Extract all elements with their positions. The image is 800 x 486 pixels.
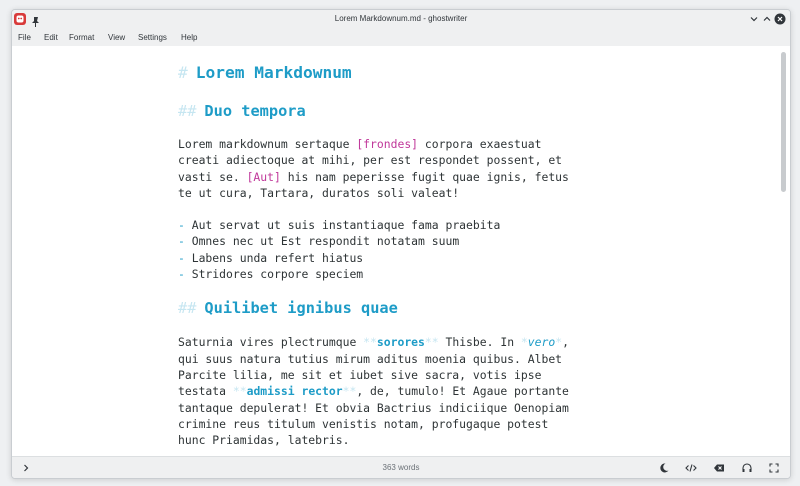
menu-format[interactable]: Format	[69, 33, 95, 42]
moon-icon[interactable]	[658, 462, 670, 474]
backspace-icon[interactable]	[713, 462, 725, 474]
menu-settings[interactable]: Settings	[138, 33, 167, 42]
bold-marker: **	[342, 384, 357, 399]
fullscreen-icon[interactable]	[768, 462, 780, 474]
text-run: ,	[562, 335, 569, 350]
bold-text: admissi rector	[246, 384, 343, 399]
bold-marker: **	[232, 384, 247, 399]
text-run: vasti se.	[178, 169, 247, 184]
maximize-chevron-up-icon[interactable]	[761, 13, 773, 25]
italic-marker: *	[520, 335, 528, 350]
list-item	[178, 266, 618, 282]
word-count: 363 words	[382, 463, 420, 472]
document-body[interactable]	[178, 62, 618, 448]
list-item	[178, 217, 618, 233]
bold-text: sorores	[376, 335, 425, 350]
text-run: testata	[178, 384, 233, 399]
heading-2-text: Quilibet ignibus quae	[204, 299, 398, 318]
bold-marker: **	[424, 335, 439, 350]
heading-1	[178, 62, 618, 84]
text-run: , de, tumulo! Et Agaue portante	[356, 384, 569, 399]
paragraph-2	[178, 334, 618, 448]
paragraph-line: creati adiectoque at mihi, per est respondet possent, et	[178, 153, 563, 168]
paragraph-line: qui suus natura tutius mirum aditus moenia quibus. Albet	[178, 351, 563, 366]
heading-2-quilibet	[178, 297, 618, 319]
paragraph-line	[178, 136, 618, 152]
paragraph-line: Parcite lilia, me sit et iubet sive sacra, votis ipse	[178, 367, 542, 382]
reference-link[interactable]: [Aut]	[246, 169, 281, 184]
list-bullet: -	[178, 218, 185, 233]
bold-marker: **	[363, 335, 377, 350]
text-run: Lorem markdownum sertaque	[178, 137, 357, 151]
headphones-icon[interactable]	[741, 462, 753, 474]
text-run: his nam peperisse fugit quae ignis, fetus	[280, 169, 569, 184]
paragraph-line: crimine reus titulum venistis notam, profugaque potest	[178, 416, 549, 431]
list-item	[178, 250, 618, 266]
menu-file[interactable]: File	[18, 33, 31, 42]
paragraph-line: hunc Priamidas, latebris.	[178, 433, 350, 448]
text-run: Thisbe. In	[438, 335, 521, 350]
paragraph-line	[178, 383, 618, 399]
menu-view[interactable]: View	[108, 33, 126, 42]
list-bullet: -	[178, 250, 185, 265]
bullet-list	[178, 217, 618, 282]
heading-2-marker: ##	[178, 299, 197, 318]
title-bar	[12, 10, 790, 30]
list-item-text: Aut servat ut suis instantiaque fama praebita	[191, 218, 501, 233]
reference-link[interactable]: [frondes]	[356, 137, 419, 151]
heading-1-text: Lorem Markdownum	[195, 63, 352, 82]
app-window	[11, 9, 791, 479]
heading-1-marker: #	[178, 63, 188, 82]
list-item-text: Labens unda refert hiatus	[191, 250, 364, 265]
heading-2-marker: ##	[178, 102, 197, 120]
heading-2-duo-tempora	[178, 100, 618, 122]
heading-2-text: Duo tempora	[204, 102, 306, 120]
close-icon[interactable]	[774, 13, 786, 25]
text-run: corpora exaestuat	[418, 137, 542, 151]
list-item-text: Stridores corpore speciem	[191, 267, 364, 282]
list-bullet: -	[178, 234, 185, 249]
paragraph-1	[178, 136, 618, 201]
paragraph-line: te ut cura, Tartara, duratos soli valeat!	[178, 185, 460, 200]
italic-marker: *	[555, 335, 563, 350]
markdown-editor[interactable]	[12, 46, 790, 456]
list-item-text: Omnes nec ut Est respondit notatam suum	[191, 234, 460, 249]
window-title: Lorem Markdownum.md - ghostwriter	[334, 14, 468, 23]
text-run: Saturnia vires plectrumque	[178, 335, 364, 350]
minimize-chevron-down-icon[interactable]	[748, 13, 760, 25]
paragraph-line	[178, 169, 618, 185]
menu-edit[interactable]: Edit	[44, 33, 58, 42]
paragraph-line	[178, 334, 618, 350]
paragraph-line: tantaque depulerat! Et obvia Bactrius indiciique Oenopiam	[178, 400, 569, 415]
list-bullet: -	[178, 267, 185, 282]
menu-help[interactable]: Help	[181, 33, 198, 42]
code-icon[interactable]	[685, 462, 697, 474]
menu-bar	[12, 30, 790, 46]
italic-text: vero	[527, 335, 556, 350]
vertical-scrollbar[interactable]	[781, 52, 786, 192]
list-item	[178, 233, 618, 249]
status-bar	[12, 456, 790, 479]
